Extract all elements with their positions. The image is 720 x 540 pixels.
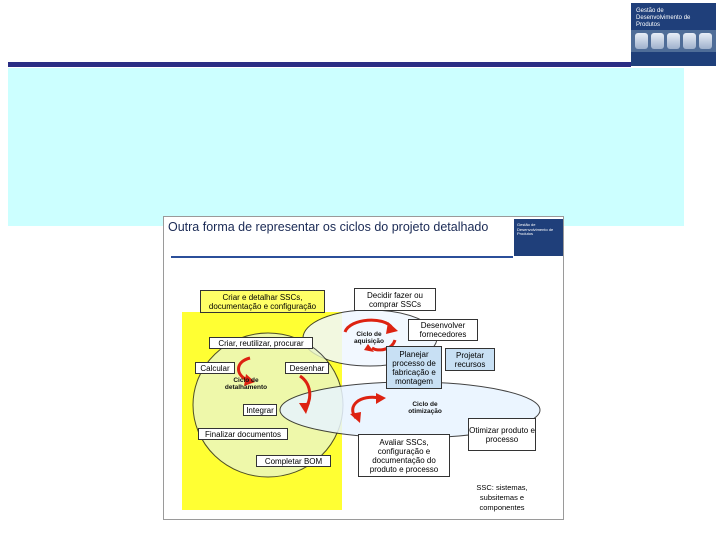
logo-line2: Desenvolvimento de Produtos [636, 15, 691, 28]
draw-box: Desenhar [285, 362, 329, 374]
create-reuse-box: Criar, reutilizar, procurar [209, 337, 313, 349]
integrate-box: Integrar [243, 404, 277, 416]
plan-process-box: Planejar processo de fabricação e montagem [386, 346, 442, 389]
complete-bom-box: Completar BOM [256, 455, 331, 467]
create-detail-box: Criar e detalhar SSCs, documentação e configuração [200, 290, 325, 313]
detailing-cycle-label: Ciclo de detalhamento [224, 377, 268, 391]
develop-suppliers-box: Desenvolver fornecedores [408, 319, 478, 341]
slide-title: Outra forma de representar os ciclos do projeto detalhado [168, 220, 489, 234]
mini-logo-text: Gestão de Desenvolvimento de Produtos [517, 222, 554, 236]
logo-line1: Gestão de [636, 8, 664, 14]
acquisition-cycle-label: Ciclo de aquisição [354, 331, 384, 345]
optimization-cycle-label: Ciclo de otimização [408, 401, 442, 415]
evaluate-box: Avaliar SSCs, configuração e documentação do produto e processo [358, 434, 450, 477]
decide-make-buy-box: Decidir fazer ou comprar SSCs [354, 288, 436, 311]
ssc-footnote: SSC: sistemas, subsitemas e componentes [476, 483, 528, 512]
finalize-documents-box: Finalizar documentos [198, 428, 288, 440]
optimize-box: Otimizar produto e processo [468, 418, 536, 451]
calculate-box: Calcular [195, 362, 235, 374]
design-resources-box: Projetar recursos [445, 348, 495, 371]
